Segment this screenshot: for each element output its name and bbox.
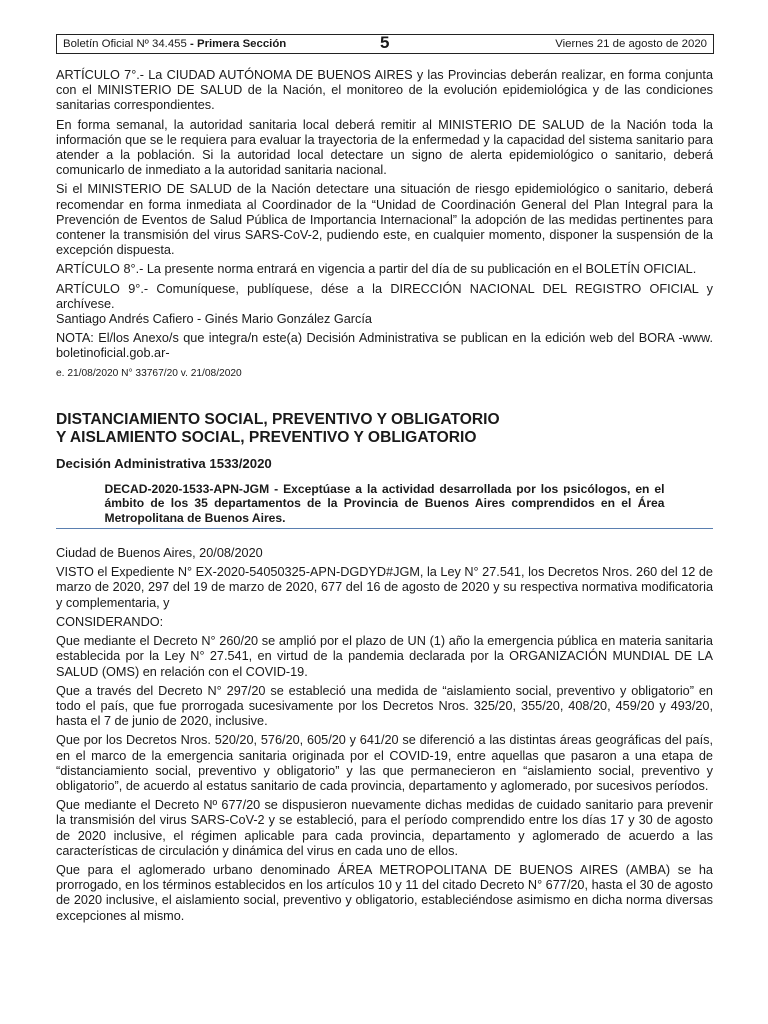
considerando-3: Que por los Decretos Nros. 520/20, 576/20, 605/20 y 641/20 se diferenció a las distintas áreas geográficas del país, en el marco de la emergencia sanitaria originada por el COVID-19, entre aquellas que pasaron a una etapa de “distanciamiento social, preventivo y obligatorio” y las que permanecieron en “aislamiento social, preventivo y obligatorio”, de acuerdo al estatus sanitario de cada provincia, departamento y aglomerado, por sucesivos períodos. (56, 733, 713, 793)
considerando-2: Que a través del Decreto N° 297/20 se estableció una medida de “aislamiento social, preventivo y obligatorio” en todo el país, que fue prorrogada sucesivamente por los Decretos Nros. 325/20, 355/20, 408/20, 459/20 y 493/20, hasta el 7 de junio de 2020, inclusive. (56, 683, 713, 729)
annex-note: NOTA: El/los Anexo/s que integra/n este(a) Decisión Administrativa se publican en la edición web del BORA -www. boletinoficial.gob.ar- (56, 331, 713, 361)
article-7-paragraph: ARTÍCULO 7°.- La CIUDAD AUTÓNOMA DE BUENOS AIRES y las Provincias deberán realizar, en forma conjunta con el MINISTERIO DE SALUD de la Nación, el monitoreo de la evolución epidemiológica y de las condiciones sanitarias correspondientes. (56, 68, 713, 113)
title-divider (56, 528, 713, 529)
decision-title-block (56, 411, 713, 525)
signatures: Santiago Andrés Cafiero - Ginés Mario González García (56, 312, 372, 327)
place-date: Ciudad de Buenos Aires, 20/08/2020 (56, 546, 263, 561)
considerando-1: Que mediante el Decreto N° 260/20 se amplió por el plazo de UN (1) año la emergencia pública en materia sanitaria establecida por la Ley N° 27.541, en virtud de la pandemia declarada por la ORGANIZACIÓN MUNDIAL DE LA SALUD (OMS) en relación con el COVID-19. (56, 634, 713, 679)
visto-paragraph: VISTO el Expediente N° EX-2020-54050325-APN-DGDYD#JGM, la Ley N° 27.541, los Decretos Nros. 260 del 12 de marzo de 2020, 297 del 19 de marzo de 2020, 677 del 16 de agosto de 2020 y su respectiva normativa modificatoria y complementaria, y (56, 565, 713, 610)
considerando-4: Que mediante el Decreto Nº 677/20 se dispusieron nuevamente dichas medidas de cuidado sanitario para prevenir la transmisión del virus SARS-CoV-2 y se estableció, para el período comprendido entre los días 17 y 30 de agosto de 2020 inclusive, el régimen aplicable para cada provincia, departamento y aglomerado de acuerdo a las características de circulación y dinámica del virus en cada uno de ellos. (56, 798, 713, 858)
risk-situation-paragraph: Si el MINISTERIO DE SALUD de la Nación detectare una situación de riesgo epidemiológico o sanitario, deberá recomendar en forma inmediata al Coordinador de la “Unidad de Coordinación General del Plan Integral para la Prevención de Eventos de Salud Pública de Importancia Internacional” la adopción de las medidas pertinentes para contener la transmisión del virus SARS-CoV-2, pudiendo este, en cualquier momento, disponer la suspensión de la excepción dispuesta. (56, 182, 713, 258)
article-9-paragraph: ARTÍCULO 9°.- Comuníquese, publíquese, dése a la DIRECCIÓN NACIONAL DEL REGISTRO OFICIAL y archívese. (56, 281, 713, 311)
page-content (56, 68, 713, 928)
publication-reference: e. 21/08/2020 N° 33767/20 v. 21/08/2020 (56, 367, 242, 379)
publication-name: Boletín Oficial Nº 34.455 (63, 38, 187, 50)
decision-number: Decisión Administrativa 1533/2020 (56, 455, 272, 471)
considerando-heading: CONSIDERANDO: (56, 614, 164, 629)
main-title-line-1: DISTANCIAMIENTO SOCIAL, PREVENTIVO Y OBLIGATORIO (56, 410, 500, 428)
considerando-5: Que para el aglomerado urbano denominado ÁREA METROPOLITANA DE BUENOS AIRES (AMBA) se ha prorrogado, en los términos establecidos en los artículos 10 y 11 del citado Decreto N° 677/20, hasta el 30 de agosto de 2020 inclusive, el aislamiento social, preventivo y obligatorio, estableciéndose asimismo en dicha norma diversas excepciones al mismo. (56, 862, 713, 923)
page-header (56, 34, 714, 54)
article-8-paragraph: ARTÍCULO 8°.- La presente norma entrará en vigencia a partir del día de su publicación en el BOLETÍN OFICIAL. (56, 262, 697, 277)
header-publication (63, 35, 286, 53)
page-number: 5 (380, 33, 390, 52)
section-name: - Primera Sección (190, 38, 287, 50)
publication-date: Viernes 21 de agosto de 2020 (555, 38, 707, 50)
main-title-line-2: Y AISLAMIENTO SOCIAL, PREVENTIVO Y OBLIGATORIO (56, 428, 477, 446)
decision-summary: DECAD-2020-1533-APN-JGM - Exceptúase a la actividad desarrollada por los psicólogos, en el ámbito de los 35 departamentos de la Provincia de Buenos Aires comprendidos en el Área Metropolitana de Buenos Aires. (104, 481, 665, 525)
weekly-report-paragraph: En forma semanal, la autoridad sanitaria local deberá remitir al MINISTERIO DE SALUD de la Nación toda la información que se le requiera para evaluar la trayectoria de la enfermedad y la capacidad del sistema sanitario para atender a la población. Si la autoridad local detectare un signo de alerta epidemiológico o sanitario, deberá comunicarlo de inmediato a la autoridad sanitaria nacional. (56, 117, 713, 178)
